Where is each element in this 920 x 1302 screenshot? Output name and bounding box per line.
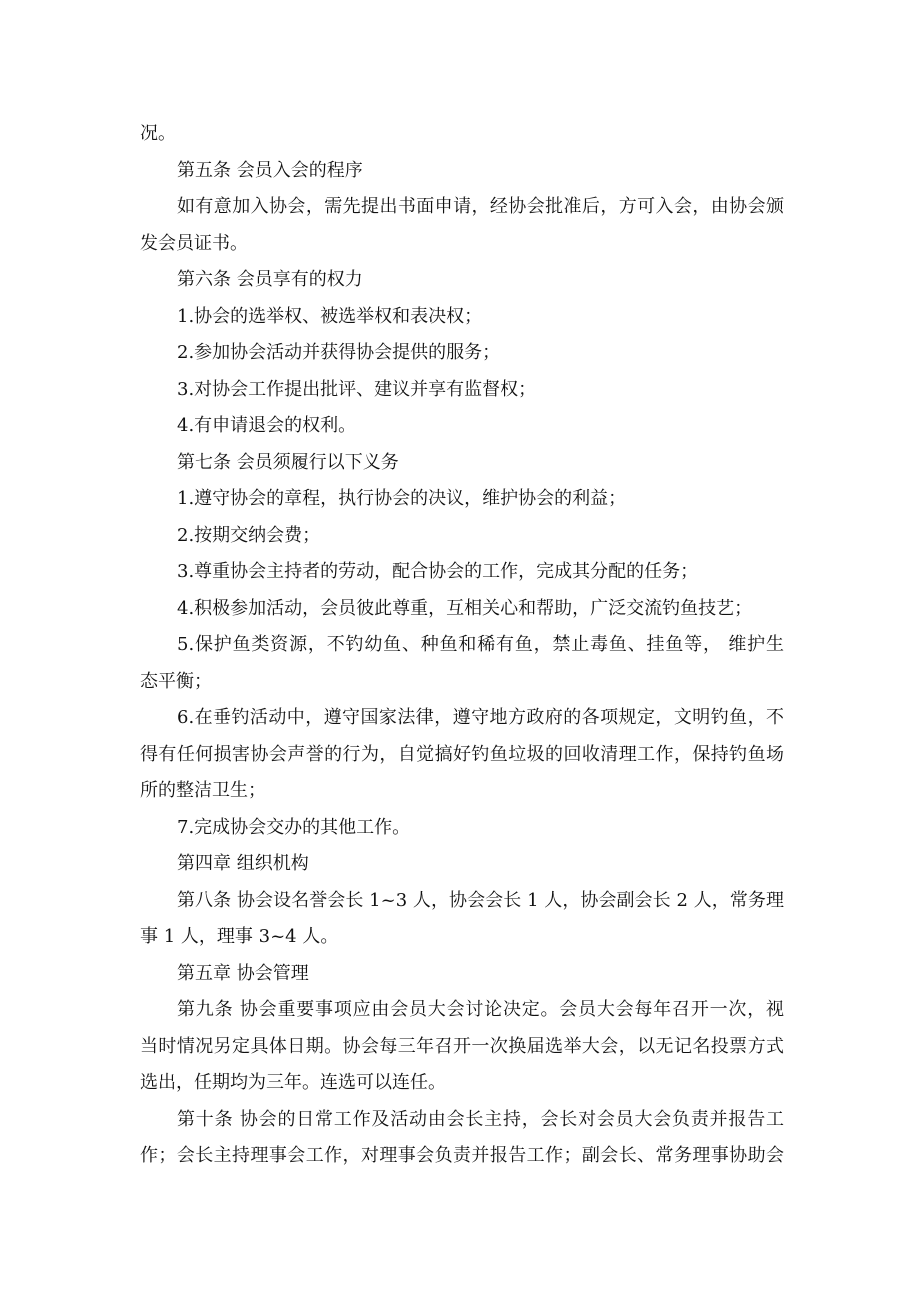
text-line: 作；会长主持理事会工作，对理事会负责并报告工作；副会长、常务理事协助会 xyxy=(140,1145,784,1166)
text-line: 2.按期交纳会费； xyxy=(177,524,321,546)
text-line: 4.有申请退会的权利。 xyxy=(177,415,357,436)
text-line: 1.遵守协会的章程，执行协会的决议，维护协会的利益； xyxy=(177,488,627,509)
text-line: 选出，任期均为三年。连选可以连任。 xyxy=(140,1072,446,1093)
text-line: 第六条 会员享有的权力 xyxy=(177,269,363,290)
text-line: 第八条 协会设名誉会长 1~3 人，协会会长 1 人，协会副会长 2 人，常务理 xyxy=(177,889,784,911)
text-line: 1.协会的选举权、被选举权和表决权； xyxy=(177,305,483,327)
text-line: 得有任何损害协会声誉的行为，自觉搞好钓鱼垃圾的回收清理工作，保持钓鱼场 xyxy=(140,743,784,765)
text-line: 态平衡； xyxy=(140,670,212,692)
text-line: 第九条 协会重要事项应由会员大会讨论决定。会员大会每年召开一次，视 xyxy=(177,999,784,1020)
text-line: 当时情况另定具体日期。协会每三年召开一次换届选举大会，以无记名投票方式 xyxy=(140,1035,784,1057)
text-line: 第七条 会员须履行以下义务 xyxy=(177,451,399,473)
text-line: 6.在垂钓活动中，遵守国家法律，遵守地方政府的各项规定，文明钓鱼，不 xyxy=(177,707,784,728)
text-line: 第五条 会员入会的程序 xyxy=(177,159,363,181)
text-line: 第四章 组织机构 xyxy=(177,853,309,874)
text-line: 2.参加协会活动并获得协会提供的服务； xyxy=(177,342,501,363)
text-line: 第十条 协会的日常工作及活动由会长主持，会长对会员大会负责并报告工 xyxy=(177,1108,784,1130)
text-line: 4.积极参加活动，会员彼此尊重，互相关心和帮助，广泛交流钓鱼技艺； xyxy=(177,597,753,619)
document-body xyxy=(140,116,784,1175)
text-line: 3.对协会工作提出批评、建议并享有监督权； xyxy=(177,378,537,400)
text-line: 5.保护鱼类资源，不钓幼鱼、种鱼和稀有鱼，禁止毒鱼、挂鱼等， 维护生 xyxy=(177,634,784,655)
text-line: 3.尊重协会主持者的劳动，配合协会的工作，完成其分配的任务； xyxy=(177,561,699,582)
text-line: 第五章 协会管理 xyxy=(177,962,309,984)
text-line: 事 1 人，理事 3~4 人。 xyxy=(140,926,339,947)
text-line: 发会员证书。 xyxy=(140,232,248,254)
text-line: 所的整洁卫生； xyxy=(140,780,266,801)
text-line: 如有意加入协会，需先提出书面申请，经协会批准后，方可入会，由协会颁 xyxy=(177,196,784,217)
text-line: 7.完成协会交办的其他工作。 xyxy=(177,816,411,838)
text-line: 况。 xyxy=(140,123,176,144)
